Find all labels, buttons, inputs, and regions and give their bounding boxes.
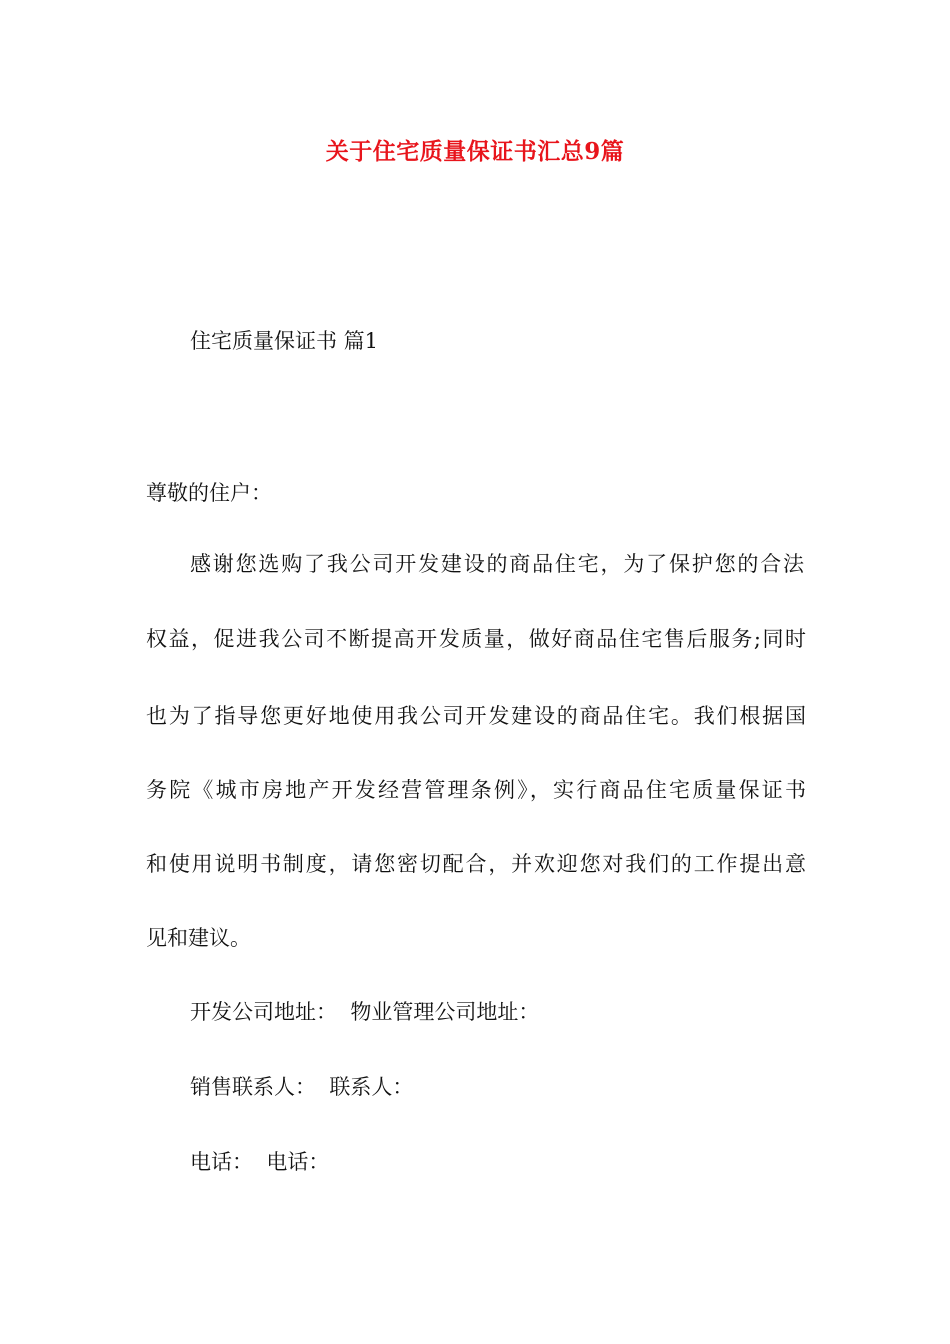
- body-line-1: 感谢您选购了我公司开发建设的商品住宅，为了保护您的合法: [190, 552, 804, 576]
- contact-phone-line: 电话： 电话：: [190, 1150, 330, 1174]
- section-heading: 住宅质量保证书 篇1: [190, 329, 379, 353]
- document-title: 关于住宅质量保证书汇总9篇: [325, 138, 625, 165]
- body-line-2: 权益，促进我公司不断提高开发质量，做好商品住宅售后服务;同时: [146, 627, 806, 651]
- salutation: 尊敬的住户：: [146, 481, 272, 505]
- body-line-5: 和使用说明书制度，请您密切配合，并欢迎您对我们的工作提出意: [146, 852, 806, 876]
- body-line-3: 也为了指导您更好地使用我公司开发建设的商品住宅。我们根据国: [146, 704, 806, 728]
- contact-person-line: 销售联系人： 联系人：: [190, 1075, 414, 1099]
- body-line-6: 见和建议。: [146, 926, 251, 950]
- contact-address-line: 开发公司地址： 物业管理公司地址：: [190, 1000, 540, 1024]
- body-line-4: 务院《城市房地产开发经营管理条例》，实行商品住宅质量保证书: [146, 778, 806, 802]
